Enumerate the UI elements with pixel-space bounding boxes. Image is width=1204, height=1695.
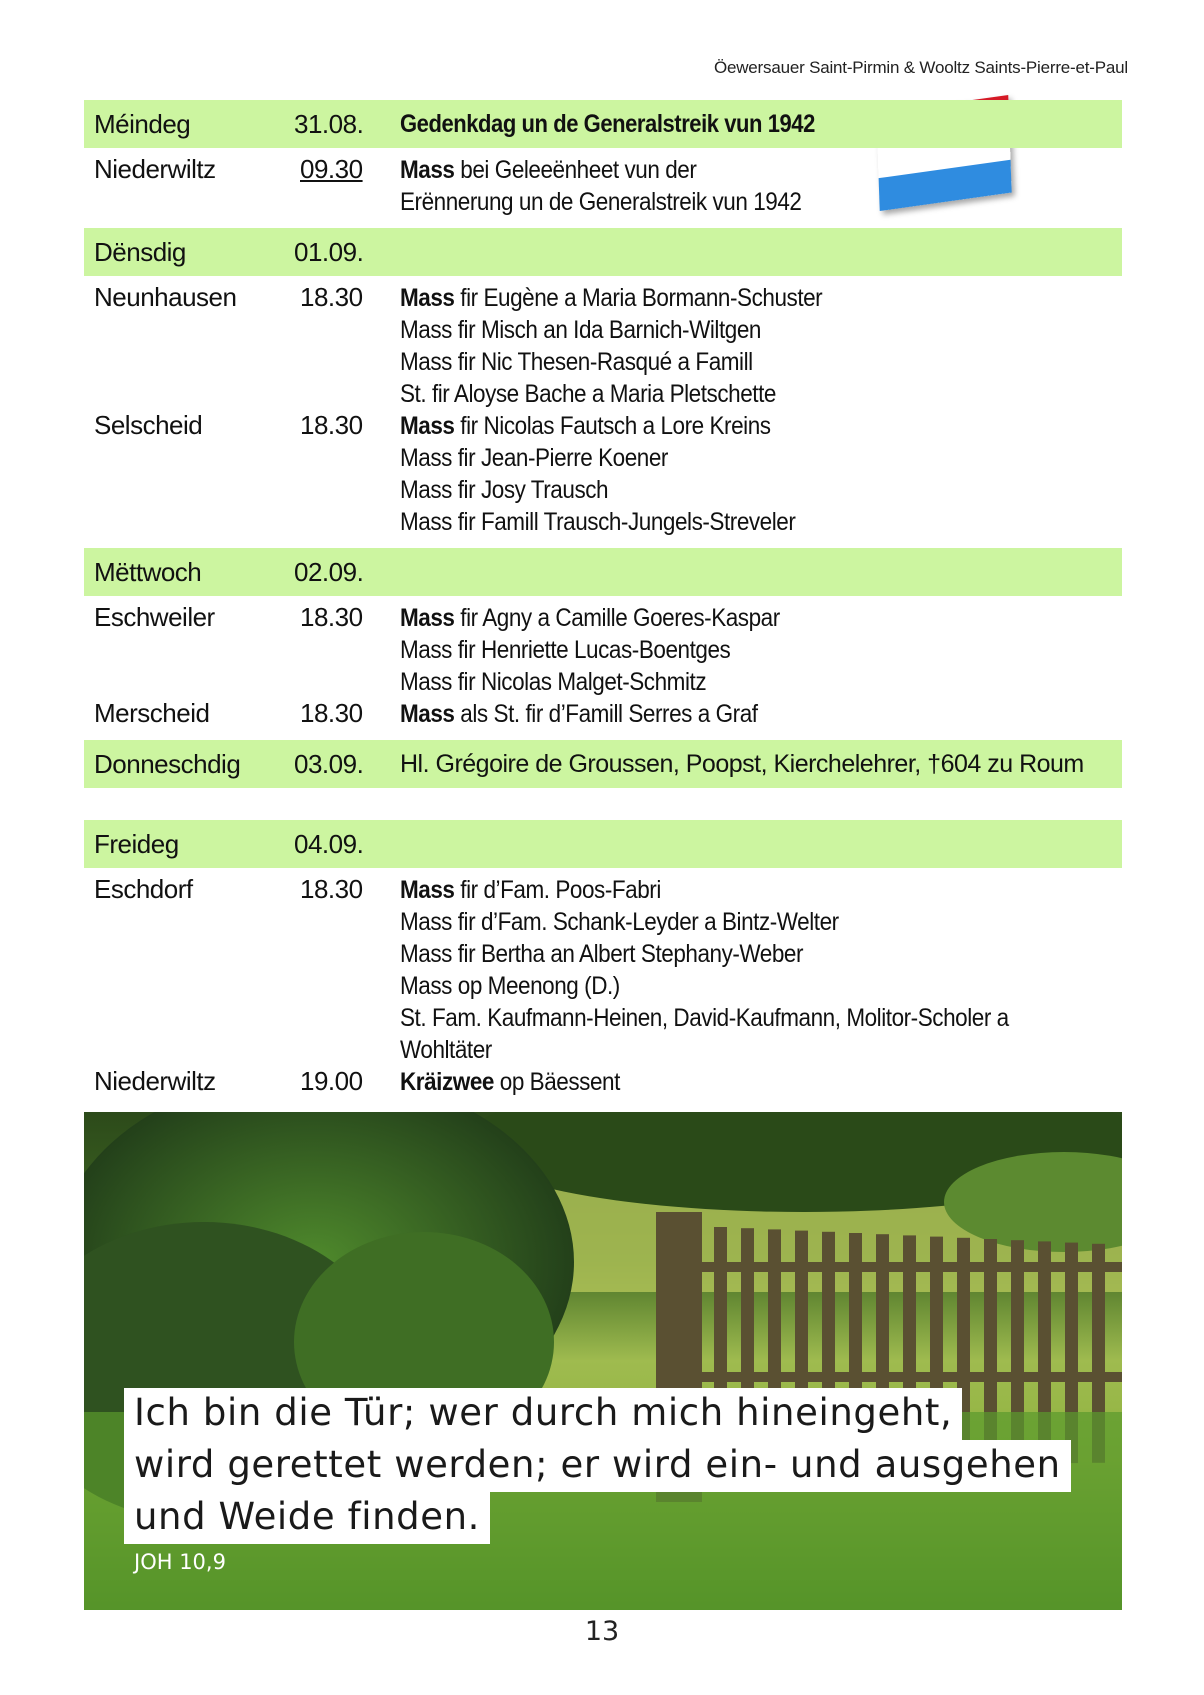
entry-text: als St. fir d’Famill Serres a Graf xyxy=(454,700,758,728)
bible-reference: JOH 10,9 xyxy=(134,1550,226,1574)
mass-time: 09.30 xyxy=(300,154,363,184)
entry-text: Erënnerung un de Generalstreik vun 1942 xyxy=(400,188,802,216)
spacer xyxy=(84,1098,1122,1108)
bible-quote xyxy=(124,1388,1071,1544)
mass-entry xyxy=(400,282,1050,314)
entry-text: fir d’Fam. Poos-Fabri xyxy=(454,876,661,904)
schedule xyxy=(84,100,1122,1108)
page-number: 13 xyxy=(584,1616,620,1647)
place-row xyxy=(84,1066,1122,1098)
place-row xyxy=(84,282,1122,410)
day-date: 31.08. xyxy=(294,108,364,139)
day-name: Méindeg xyxy=(94,108,191,139)
quote-text: und Weide finden. xyxy=(124,1492,490,1544)
day-name: Dënsdig xyxy=(94,236,186,267)
place-name: Neunhausen xyxy=(94,282,237,312)
mass-entry xyxy=(400,1066,1050,1098)
page-header: Öewersauer Saint-Pirmin & Wooltz Saints-Pierre-et-Paul xyxy=(713,58,1128,77)
place-row xyxy=(84,698,1122,730)
mass-entries xyxy=(400,698,1122,730)
mass-time: 18.30 xyxy=(300,410,363,440)
entry-text: Mass op Meenong (D.) xyxy=(400,972,620,1000)
spacer xyxy=(84,538,1122,548)
mass-entry xyxy=(400,874,1050,906)
day-row xyxy=(84,548,1122,596)
quote-line xyxy=(124,1492,1071,1544)
entry-keyword: Mass xyxy=(400,604,455,632)
entry-keyword: Mass xyxy=(400,876,455,904)
day-row xyxy=(84,228,1122,276)
day-row xyxy=(84,820,1122,868)
entry-text: Mass fir Misch an Ida Barnich-Wiltgen xyxy=(400,316,761,344)
quote-text: wird gerettet werden; er wird ein- und ausgehen xyxy=(124,1440,1071,1492)
day-date: 03.09. xyxy=(294,748,364,779)
spacer xyxy=(84,788,1122,820)
entry-keyword: Mass xyxy=(400,156,455,184)
entry-keyword: Mass xyxy=(400,284,455,312)
entry-text: fir Nicolas Fautsch a Lore Kreins xyxy=(454,412,771,440)
mass-time: 18.30 xyxy=(300,282,363,312)
day-note: Gedenkdag un de Generalstreik vun 1942 xyxy=(400,109,815,138)
mass-time: 18.30 xyxy=(300,602,363,632)
mass-entries xyxy=(400,602,1122,698)
mass-time: 18.30 xyxy=(300,874,363,904)
entry-text: Mass fir Josy Trausch xyxy=(400,476,609,504)
mass-entry xyxy=(400,442,1050,474)
day-date: 02.09. xyxy=(294,556,364,587)
mass-time: 19.00 xyxy=(300,1066,363,1096)
mass-entry xyxy=(400,938,1050,970)
place-name: Eschweiler xyxy=(94,602,215,632)
quote-text: Ich bin die Tür; wer durch mich hineingeht, xyxy=(124,1388,962,1440)
place-row xyxy=(84,874,1122,1066)
entry-text: fir Eugène a Maria Bormann-Schuster xyxy=(454,284,823,312)
mass-entry xyxy=(400,506,1050,538)
spacer xyxy=(84,218,1122,228)
mass-entries xyxy=(400,1066,1122,1098)
entry-text: bei Geleeënheet vun der xyxy=(454,156,697,184)
entry-keyword: Mass xyxy=(400,700,455,728)
mass-entries xyxy=(400,154,1122,218)
mass-entry xyxy=(400,186,1050,218)
place-row xyxy=(84,602,1122,698)
spacer xyxy=(84,730,1122,740)
place-name: Niederwiltz xyxy=(94,154,216,184)
mass-entry xyxy=(400,1002,1030,1066)
day-note: Hl. Grégoire de Groussen, Poopst, Kierchelehrer, †604 zu Roum xyxy=(400,749,1084,778)
mass-entry xyxy=(400,314,1050,346)
place-row xyxy=(84,154,1122,218)
mass-entry xyxy=(400,906,1050,938)
entry-text: St. Fam. Kaufmann-Heinen, David-Kaufmann, Molitor-Scholer a Wohltäter xyxy=(400,1004,1009,1064)
mass-time: 18.30 xyxy=(300,698,363,728)
mass-entry xyxy=(400,346,1050,378)
entry-text: op Bäessent xyxy=(493,1068,620,1096)
place-name: Merscheid xyxy=(94,698,210,728)
mass-entries xyxy=(400,874,1122,1066)
entry-keyword: Mass xyxy=(400,412,455,440)
place-name: Selscheid xyxy=(94,410,203,440)
entry-text: fir Agny a Camille Goeres-Kaspar xyxy=(454,604,780,632)
mass-entry xyxy=(400,154,1050,186)
quote-line xyxy=(124,1440,1071,1492)
mass-entry xyxy=(400,378,1050,410)
meadow-gate-photo xyxy=(84,1112,1122,1610)
entry-text: Mass fir Henriette Lucas-Boentges xyxy=(400,636,731,664)
mass-entries xyxy=(400,282,1122,410)
place-row xyxy=(84,410,1122,538)
quote-line xyxy=(124,1388,1071,1440)
mass-entry xyxy=(400,666,1050,698)
place-name: Niederwiltz xyxy=(94,1066,216,1096)
mass-entry xyxy=(400,634,1050,666)
day-date: 01.09. xyxy=(294,236,364,267)
entry-text: Mass fir Nicolas Malget-Schmitz xyxy=(400,668,707,696)
mass-entry xyxy=(400,474,1050,506)
entry-text: Mass fir d’Fam. Schank-Leyder a Bintz-Welter xyxy=(400,908,839,936)
entry-text: Mass fir Jean-Pierre Koener xyxy=(400,444,668,472)
day-name: Mëttwoch xyxy=(94,556,202,587)
day-name: Freideg xyxy=(94,828,179,859)
day-row xyxy=(84,740,1122,788)
entry-text: St. fir Aloyse Bache a Maria Pletschette xyxy=(400,380,776,408)
entry-text: Mass fir Famill Trausch-Jungels-Streveler xyxy=(400,508,796,536)
entry-text: Mass fir Nic Thesen-Rasqué a Famill xyxy=(400,348,753,376)
place-name: Eschdorf xyxy=(94,874,193,904)
mass-entries xyxy=(400,410,1122,538)
day-row xyxy=(84,100,1122,148)
entry-keyword: Kräizwee xyxy=(400,1068,494,1096)
mass-entry xyxy=(400,602,1050,634)
entry-text: Mass fir Bertha an Albert Stephany-Weber xyxy=(400,940,804,968)
mass-entry xyxy=(400,410,1050,442)
mass-entry xyxy=(400,970,1050,1002)
day-name: Donneschdig xyxy=(94,748,241,779)
mass-entry xyxy=(400,698,1050,730)
day-date: 04.09. xyxy=(294,828,364,859)
